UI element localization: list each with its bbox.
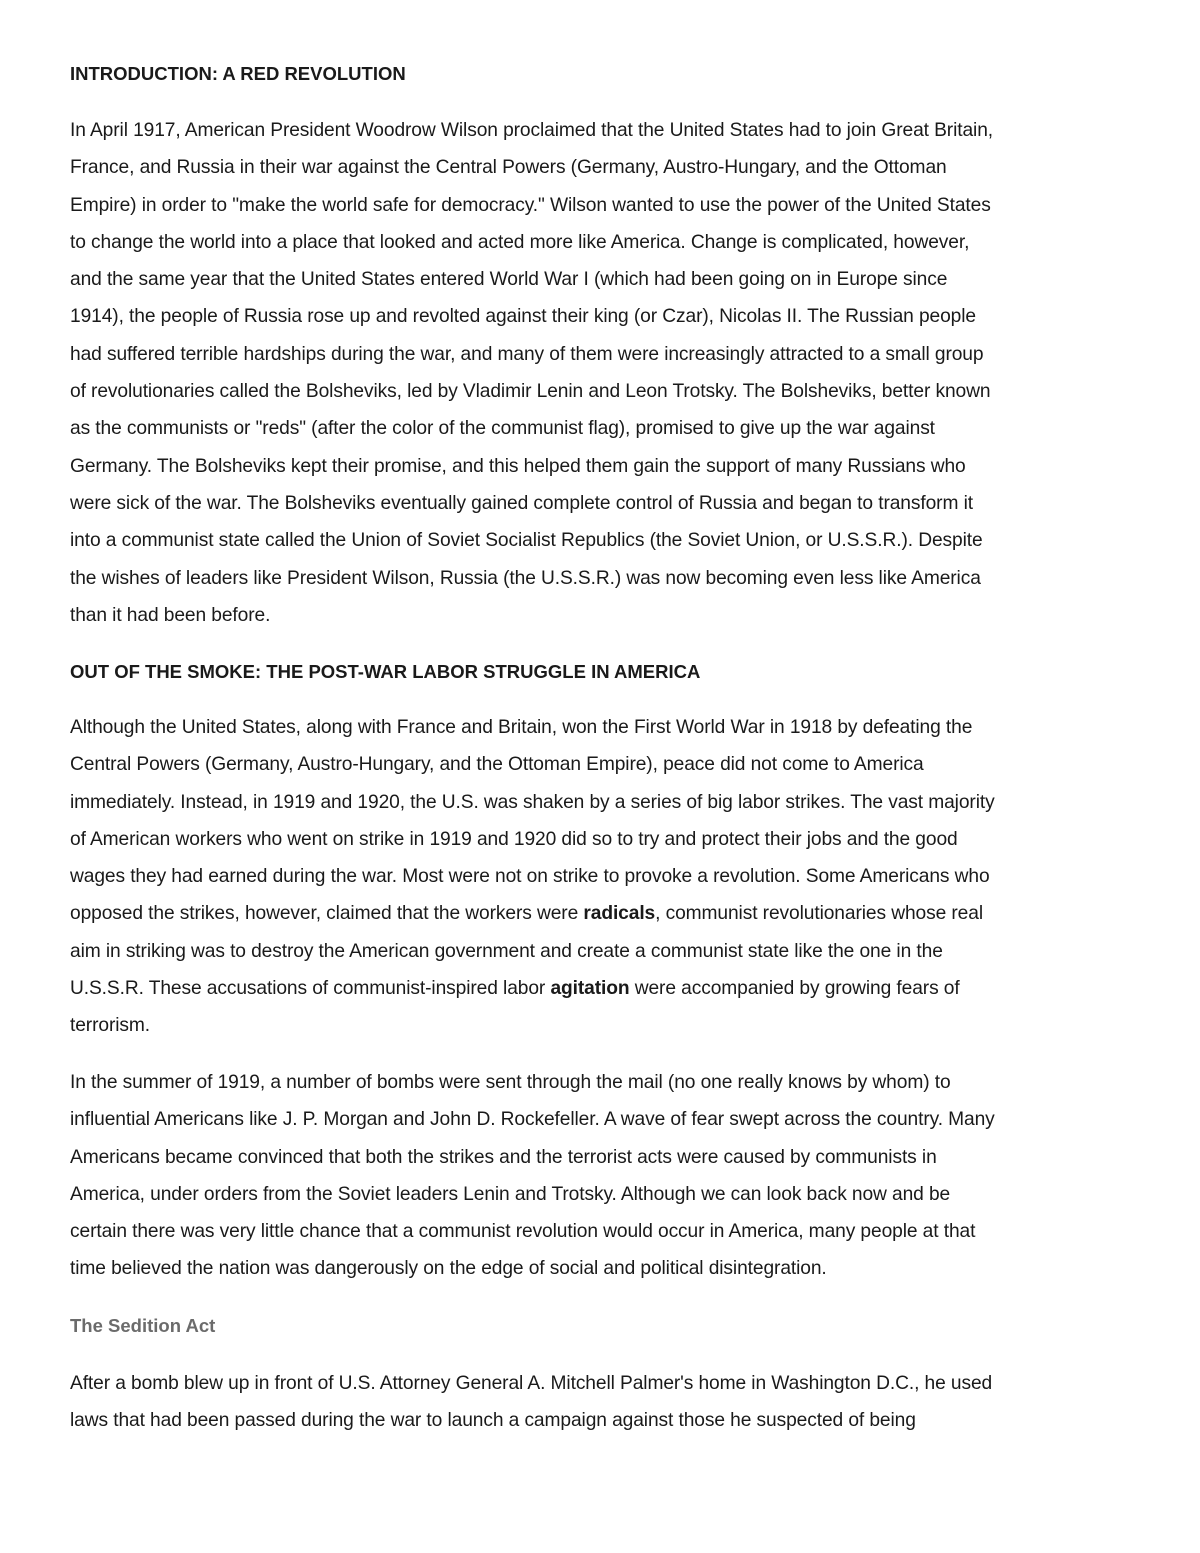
line-text: were accompanied by growing fears of bbox=[629, 978, 960, 1000]
paragraph-line: America, under orders from the Soviet leaders Lenin and Trotsky. Although we can look back now and be bbox=[70, 1183, 951, 1205]
paragraph-line: laws that had been passed during the war to launch a campaign against those he suspected of being bbox=[70, 1410, 916, 1432]
paragraph-line: Germany. The Bolsheviks kept their promise, and this helped them gain the support of many Russians who bbox=[70, 455, 966, 477]
paragraph-line: wages they had earned during the war. Most were not on strike to provoke a revolution. Some Americans who bbox=[70, 866, 990, 888]
paragraph-line: of revolutionaries called the Bolsheviks, led by Vladimir Lenin and Leon Trotsky. The Bolsheviks, better known bbox=[70, 381, 991, 403]
term-agitation: agitation bbox=[550, 978, 630, 1000]
paragraph-line: In the summer of 1919, a number of bombs were sent through the mail (no one really knows by whom) to bbox=[70, 1072, 951, 1093]
paragraph-line: immediately. Instead, in 1919 and 1920, the U.S. was shaken by a series of big labor strikes. The vast majority bbox=[70, 791, 995, 813]
paragraph-line: aim in striking was to destroy the American government and create a communist state like the one in the bbox=[70, 940, 943, 962]
paragraph-line: had suffered terrible hardships during the war, and many of them were increasingly attracted to a small group bbox=[70, 343, 984, 365]
paragraph-line: Americans became convinced that both the strikes and the terrorist acts were caused by communists in bbox=[70, 1146, 937, 1168]
labor-heading: OUT OF THE SMOKE: THE POST-WAR LABOR STRUGGLE IN AMERICA bbox=[70, 661, 701, 682]
paragraph-line: In April 1917, American President Woodrow Wilson proclaimed that the United States had to join Great Britain, bbox=[70, 120, 994, 141]
paragraph-line bbox=[70, 895, 1132, 932]
paragraph-line: of American workers who went on strike in 1919 and 1920 did so to try and protect their jobs and the good bbox=[70, 828, 958, 850]
paragraph-line: 1914), the people of Russia rose up and revolted against their king (or Czar), Nicolas II. The Russian people bbox=[70, 306, 976, 328]
labor-paragraph bbox=[70, 709, 1132, 1045]
paragraph-line: and the same year that the United States entered World War I (which had been going on in Europe since bbox=[70, 269, 948, 291]
paragraph-line: as the communists or "reds" (after the color of the communist flag), promised to give up the war against bbox=[70, 418, 935, 440]
paragraph-line: certain there was very little chance that a communist revolution would occur in America, many people at that bbox=[70, 1221, 976, 1243]
term-radicals: radicals bbox=[583, 903, 656, 925]
paragraph-line: into a communist state called the Union of Soviet Socialist Republics (the Soviet Union, or U.S.S.R.). Despite bbox=[70, 530, 983, 552]
line-text: opposed the strikes, however, claimed that the workers were bbox=[70, 903, 584, 925]
paragraph-line: influential Americans like J. P. Morgan and John D. Rockefeller. A wave of fear swept across the country. Many bbox=[70, 1109, 995, 1131]
paragraph-line: Although the United States, along with France and Britain, won the First World War in 1918 by defeating the bbox=[70, 717, 973, 738]
sedition-paragraph bbox=[70, 1365, 1132, 1440]
intro-paragraph bbox=[70, 112, 1132, 634]
paragraph-line: the wishes of leaders like President Wilson, Russia (the U.S.S.R.) was now becoming even less like America bbox=[70, 567, 981, 589]
paragraph-line: Central Powers (Germany, Austro-Hungary, and the Ottoman Empire), peace did not come to America bbox=[70, 754, 924, 776]
paragraph-line: After a bomb blew up in front of U.S. Attorney General A. Mitchell Palmer's home in Washington D.C., he used bbox=[70, 1373, 993, 1394]
intro-heading: INTRODUCTION: A RED REVOLUTION bbox=[70, 63, 406, 84]
line-text: , communist revolutionaries whose real bbox=[655, 903, 983, 925]
paragraph-line: to change the world into a place that looked and acted more like America. Change is complicated, however, bbox=[70, 231, 970, 253]
paragraph-line bbox=[70, 970, 1132, 1007]
paragraph-line: were sick of the war. The Bolsheviks eventually gained complete control of Russia and began to transform it bbox=[70, 492, 973, 514]
paragraph-line: Empire) in order to "make the world safe for democracy." Wilson wanted to use the power of the United States bbox=[70, 194, 991, 216]
line-text: U.S.S.R. These accusations of communist-inspired labor bbox=[70, 978, 551, 1000]
sedition-act-subheading: The Sedition Act bbox=[70, 1315, 216, 1336]
bombs-paragraph bbox=[70, 1064, 1132, 1288]
paragraph-line: time believed the nation was dangerously on the edge of social and political disintegration. bbox=[70, 1258, 827, 1280]
paragraph-line: France, and Russia in their war against the Central Powers (Germany, Austro-Hungary, and the Ottoman bbox=[70, 157, 947, 179]
paragraph-line: terrorism. bbox=[70, 1015, 151, 1037]
paragraph-line: than it had been before. bbox=[70, 604, 271, 626]
